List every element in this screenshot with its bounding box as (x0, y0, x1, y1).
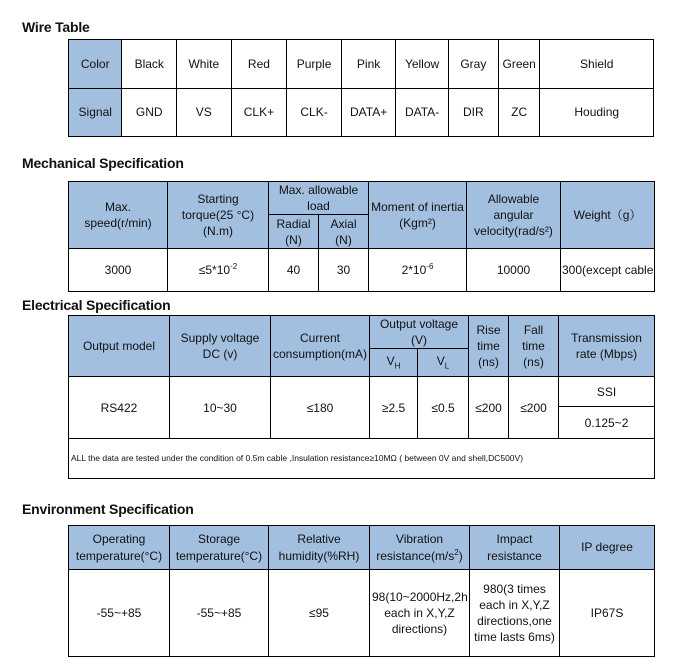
cell: 10~30 (170, 377, 271, 439)
cell: Yellow (396, 40, 448, 89)
cell: ≤95 (269, 570, 370, 657)
vh-label: V (386, 354, 395, 369)
inertia-exponent: -6 (426, 262, 434, 272)
environment-table (68, 525, 655, 657)
starting-torque-header: Starting torque(25 °C) (N.m) (168, 182, 269, 249)
cell: Gray (448, 40, 498, 89)
output-model-header: Output model (69, 316, 170, 377)
cell: DATA+ (341, 88, 396, 137)
cell: DATA- (396, 88, 448, 137)
cell: Green (498, 40, 539, 89)
cell: 980(3 times each in X,Y,Z directions,one time lasts 6ms) (470, 570, 560, 657)
vh-header (370, 349, 418, 377)
cell: -55~+85 (69, 570, 170, 657)
weight-header: Weight（g） (561, 182, 655, 249)
supply-voltage-header: Supply voltage DC (v) (170, 316, 271, 377)
axial-header: Axial (N) (319, 215, 369, 249)
cell: Color (69, 40, 122, 89)
electrical-values-row (69, 377, 655, 407)
vibration-label: Vibration resistance(m/s (376, 532, 455, 563)
cell: 0.125~2 (559, 407, 655, 439)
inertia-value: 2*10 (401, 263, 427, 278)
output-voltage-header: Output voltage (V) (370, 316, 469, 349)
cell: Purple (287, 40, 342, 89)
cell: Red (231, 40, 287, 89)
cell: ≤200 (469, 377, 509, 439)
angular-velocity-header: Allowable angular velocity(rad/s²) (467, 182, 561, 249)
vibration-close: ) (458, 548, 463, 563)
cell: CLK+ (231, 88, 287, 137)
cell: Signal (69, 88, 122, 137)
cell: SSI (559, 377, 655, 407)
max-speed-header: Max. speed(r/min) (69, 182, 168, 249)
cell: Pink (341, 40, 396, 89)
vibration-header (370, 526, 470, 570)
cell: 30 (319, 249, 369, 292)
wire-color-row (69, 40, 654, 89)
radial-header: Radial (N) (269, 215, 319, 249)
cell: VS (177, 88, 232, 137)
fall-time-header: Fall time (ns) (509, 316, 559, 377)
wire-table-title: Wire Table (22, 19, 90, 35)
mechanical-values-row (69, 249, 655, 292)
cell: IP67S (560, 570, 655, 657)
impact-header: Impact resistance (470, 526, 560, 570)
cell: ≤0.5 (418, 377, 469, 439)
cell (369, 249, 467, 292)
transmission-rate-header: Transmission rate (Mbps) (559, 316, 655, 377)
moment-inertia-header: Moment of inertia (Kgm²) (369, 182, 467, 249)
cell: ≤200 (509, 377, 559, 439)
environment-values-row (69, 570, 655, 657)
vl-label: V (436, 354, 445, 369)
cell: Houding (540, 88, 654, 137)
cell: RS422 (69, 377, 170, 439)
cell: 10000 (467, 249, 561, 292)
humidity-header: Relative humidity(%RH) (269, 526, 370, 570)
vibration-superscript: 2 (454, 547, 459, 557)
cell: 98(10~2000Hz,2h each in X,Y,Z directions) (370, 570, 470, 657)
cell: -55~+85 (170, 570, 269, 657)
vl-subscript: L (444, 361, 450, 371)
cell: White (177, 40, 232, 89)
cell: 300(except cable (561, 249, 655, 292)
cell (168, 249, 269, 292)
cell: GND (122, 88, 177, 137)
test-condition-note: ALL the data are tested under the condition of 0.5m cable ,Insulation resistance≥10MΩ ( between 0V and shell,DC500V) (69, 439, 655, 479)
torque-exponent: -2 (230, 262, 238, 272)
mechanical-title: Mechanical Specification (22, 155, 184, 171)
storage-temp-header: Storage temperature(°C) (170, 526, 269, 570)
wire-table (68, 39, 654, 137)
electrical-title: Electrical Specification (22, 297, 171, 313)
vh-subscript: H (394, 361, 401, 371)
ip-degree-header: IP degree (560, 526, 655, 570)
rise-time-header: Rise time (ns) (469, 316, 509, 377)
torque-value: ≤5*10 (198, 263, 231, 278)
cell: Shield (540, 40, 654, 89)
cell: DIR (448, 88, 498, 137)
wire-signal-row (69, 88, 654, 137)
operating-temp-header: Operating temperature(°C) (69, 526, 170, 570)
cell: ≥2.5 (370, 377, 418, 439)
cell: CLK- (287, 88, 342, 137)
electrical-table (68, 315, 655, 479)
current-header: Current consumption(mA) (271, 316, 370, 377)
cell: ≤180 (271, 377, 370, 439)
cell: 3000 (69, 249, 168, 292)
mechanical-table (68, 181, 655, 292)
cell: Black (122, 40, 177, 89)
environment-title: Environment Specification (22, 501, 194, 517)
max-load-header: Max. allowable load (269, 182, 369, 215)
vl-header (418, 349, 469, 377)
cell: ZC (498, 88, 539, 137)
cell: 40 (269, 249, 319, 292)
